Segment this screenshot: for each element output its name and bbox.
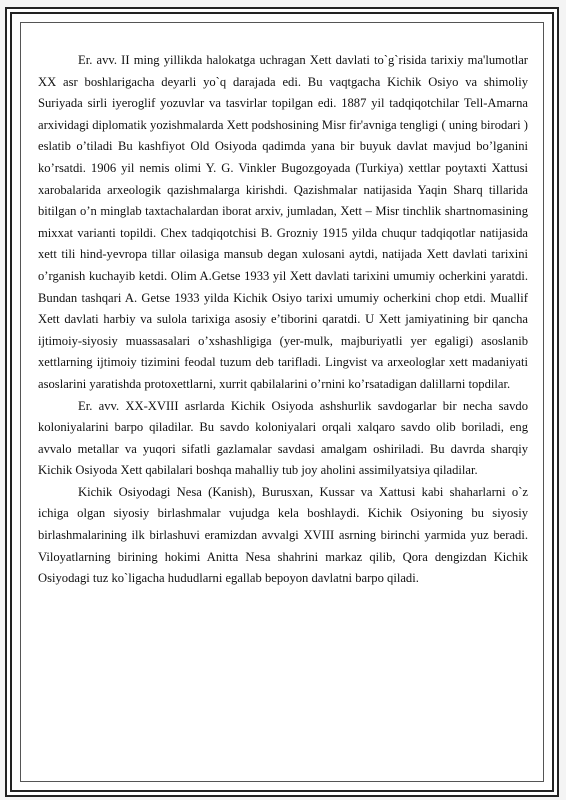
- paragraph-3: Kichik Osiyodagi Nesa (Kanish), Burusxan, Kussar va Xattusi kabi shaharlarni o`z ichiga olgan siyosiy birlashmalar vujudga kela boshlaydi. Kichik Osiyoning bu siyosiy birlashmalarining ilk birlashuvi eramizdan avvalgi XVIII asrning birinchi yarmida yuz beradi. Viloyatlarning birining hokimi Anitta Nesa shahrini markaz qilib, Qora dengizdan Kichik Osiyodagi tuz ko`ligacha hududlarni egallab bepoyon davlatni barpo qiladi.: [38, 484, 528, 586]
- paragraph-2: Er. avv. XX-XVIII asrlarda Kichik Osiyoda ashshurlik savdogarlar bir necha savdo koloniyalarini barpo qiladilar. Bu savdo koloniyalari orqali xalqaro savdo olib boriladi, eng avvalo metallar va yuqori sifatli gazlamalar savdasi amalgam oshiriladi. Bu davrda sharqiy Kichik Osiyoda Xett qabilalari boshqa mahalliy tub joy aholini assimilyatsiya qiladilar.: [38, 398, 528, 478]
- page-border-frame: [10, 12, 554, 792]
- paragraph-1: Er. avv. II ming yillikda halokatga uchragan Xett davlati to`g`risida tarixiy ma'lumotlar XX asr boshlarigacha deyarli yo`q darajada edi. Bu vaqtgacha Kichik Osiyo va shimoliy Suriyada sirli iyeroglif yozuvlar va tasvirlar topilgan edi. 1887 yil tadqiqotchilar Tell-Amarna arxividagi diplomatik yozishmalarda Xett podshosining Misr fir'avniga tengligi ( uning birodari ) eslatib o’tiladi Bu kashfiyot Old Osiyoda qadimda yana bir buyuk davlat mavjud bo’lganini ko’rsatdi. 1906 yil nemis olimi Y. G. Vinkler Bugozgoyada (Turkiya) xettlar poytaxti Xattusi xarobalarida arxeologik qazishmalarga kirishdi. Qazishmalar natijasida Yaqin Sharq tillarida bitilgan o’n minglab taxtachalardan iborat arxiv, jumladan, Xett – Misr tinchlik shartnomasining mixxat varianti topildi. Chex tadqiqotchisi B. Grozniy 1915 yilda chuqur tadqiqotlar natijasida xett tili hind-yevropa tillar oilasiga mansub degan xulosani aytdi, natijada Xett davlati tarixini o’rganish kuchayib ketdi. Olim A.Getse 1933 yil Xett davlati tarixini umumiy ocherkini yaratdi. Bundan tashqari A. Getse 1933 yilda Kichik Osiyo tarixi umumiy ocherkini chop etdi. Muallif Xett davlati harbiy va sulola tarixiga asosiy e’tiborini qaratdi. U Xett jamiyatining bir qancha ijtimoiy-siyosiy muassasalari o’xshashligiga (yer-mulk, majburiyatli yer egaligi) asoslanib xettlarning ijtimoiy tizimini feodal tuzum deb tarifladi. Lingvist va arxeologlar xett madaniyati asoslarini yaratishda protoxettlarni, xurrit qabilalarini o’rnini ko’rsatadigan dalillarni topdilar.: [38, 53, 528, 391]
- document-body: [38, 50, 528, 590]
